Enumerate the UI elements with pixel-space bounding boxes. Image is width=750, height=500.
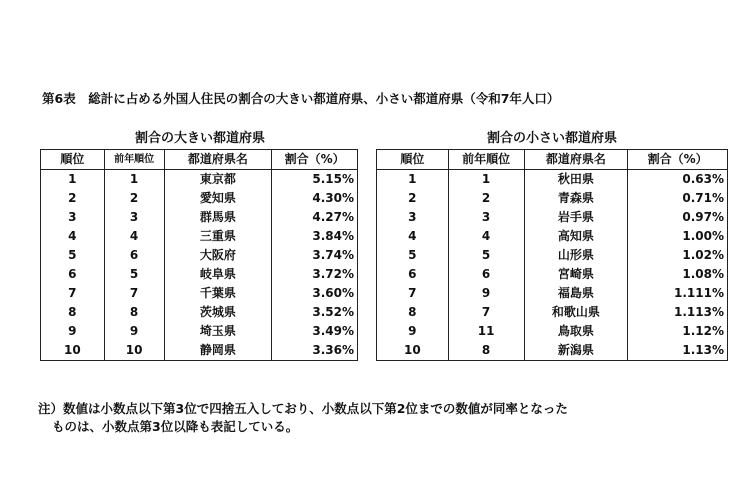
rank-cell: 1 — [41, 170, 105, 190]
rank-cell: 7 — [377, 284, 449, 303]
prefecture-cell: 青森県 — [524, 189, 628, 208]
ratio-cell: 1.08% — [628, 265, 728, 284]
header-rank: 順位 — [377, 150, 449, 170]
rank-cell: 3 — [377, 208, 449, 227]
rank-cell: 3 — [41, 208, 105, 227]
prefecture-cell: 岐阜県 — [164, 265, 272, 284]
prev-rank-cell: 10 — [104, 341, 164, 361]
ratio-cell: 1.113% — [628, 303, 728, 322]
prefecture-cell: 茨城県 — [164, 303, 272, 322]
prev-rank-cell: 6 — [448, 265, 524, 284]
rank-cell: 5 — [377, 246, 449, 265]
ratio-cell: 3.60% — [272, 284, 358, 303]
prev-rank-cell: 3 — [448, 208, 524, 227]
ratio-cell: 0.71% — [628, 189, 728, 208]
ratio-cell: 5.15% — [272, 170, 358, 190]
footnote-line-2: ものは、小数点第3位以降も表記している。 — [52, 419, 299, 434]
table-row — [377, 265, 728, 284]
prev-rank-cell: 6 — [104, 246, 164, 265]
prefecture-cell: 鳥取県 — [524, 322, 628, 341]
rank-cell: 10 — [41, 341, 105, 361]
ratio-cell: 3.74% — [272, 246, 358, 265]
ratio-cell: 1.00% — [628, 227, 728, 246]
prev-rank-cell: 8 — [448, 341, 524, 361]
small-table-caption: 割合の小さい都道府県 — [486, 131, 617, 146]
prefecture-cell: 高知県 — [524, 227, 628, 246]
prefecture-cell: 群馬県 — [164, 208, 272, 227]
rank-cell: 4 — [41, 227, 105, 246]
table-row — [41, 227, 358, 246]
ratio-cell: 0.97% — [628, 208, 728, 227]
ratio-cell: 3.72% — [272, 265, 358, 284]
rank-cell: 9 — [377, 322, 449, 341]
ratio-cell: 1.02% — [628, 246, 728, 265]
table-row — [41, 246, 358, 265]
prefecture-cell: 愛知県 — [164, 189, 272, 208]
table-row — [41, 341, 358, 361]
prev-rank-cell: 9 — [104, 322, 164, 341]
ratio-cell: 0.63% — [628, 170, 728, 190]
table-header-row — [41, 150, 358, 170]
header-prefecture: 都道府県名 — [164, 150, 272, 170]
prev-rank-cell: 8 — [104, 303, 164, 322]
prefecture-cell: 宮崎県 — [524, 265, 628, 284]
rank-cell: 8 — [41, 303, 105, 322]
table-row — [377, 189, 728, 208]
prefecture-cell: 岩手県 — [524, 208, 628, 227]
header-prev-rank: 前年順位 — [104, 150, 164, 170]
large-table-caption: 割合の大きい都道府県 — [134, 131, 265, 146]
ratio-cell: 4.27% — [272, 208, 358, 227]
prev-rank-cell: 5 — [104, 265, 164, 284]
table-row — [41, 189, 358, 208]
prev-rank-cell: 2 — [104, 189, 164, 208]
rank-cell: 6 — [41, 265, 105, 284]
rank-cell: 6 — [377, 265, 449, 284]
table-row — [41, 303, 358, 322]
table-row — [377, 170, 728, 190]
large-ratio-table — [40, 149, 358, 361]
table-row — [377, 303, 728, 322]
header-prefecture: 都道府県名 — [524, 150, 628, 170]
prefecture-cell: 大阪府 — [164, 246, 272, 265]
ratio-cell: 1.13% — [628, 341, 728, 361]
rank-cell: 9 — [41, 322, 105, 341]
prev-rank-cell: 11 — [448, 322, 524, 341]
ratio-cell: 3.52% — [272, 303, 358, 322]
small-ratio-table — [376, 149, 728, 361]
rank-cell: 8 — [377, 303, 449, 322]
footnote-line-1: 注）数値は小数点以下第3位で四捨五入しており、小数点以下第2位までの数値が同率となった — [38, 401, 568, 416]
prev-rank-cell: 2 — [448, 189, 524, 208]
table-row — [377, 341, 728, 361]
rank-cell: 5 — [41, 246, 105, 265]
header-rank: 順位 — [41, 150, 105, 170]
prev-rank-cell: 1 — [104, 170, 164, 190]
ratio-cell: 3.84% — [272, 227, 358, 246]
header-prev-rank: 前年順位 — [448, 150, 524, 170]
rank-cell: 1 — [377, 170, 449, 190]
prefecture-cell: 新潟県 — [524, 341, 628, 361]
table-row — [377, 284, 728, 303]
prefecture-cell: 秋田県 — [524, 170, 628, 190]
footnote — [38, 400, 568, 436]
table-row — [41, 170, 358, 190]
table-row — [41, 265, 358, 284]
prefecture-cell: 三重県 — [164, 227, 272, 246]
prefecture-cell: 静岡県 — [164, 341, 272, 361]
prev-rank-cell: 5 — [448, 246, 524, 265]
prefecture-cell: 埼玉県 — [164, 322, 272, 341]
ratio-cell: 1.111% — [628, 284, 728, 303]
prev-rank-cell: 7 — [448, 303, 524, 322]
ratio-cell: 3.36% — [272, 341, 358, 361]
table-row — [41, 284, 358, 303]
prev-rank-cell: 9 — [448, 284, 524, 303]
rank-cell: 10 — [377, 341, 449, 361]
table-row — [377, 227, 728, 246]
prefecture-cell: 福島県 — [524, 284, 628, 303]
rank-cell: 2 — [377, 189, 449, 208]
ratio-cell: 1.12% — [628, 322, 728, 341]
table-row — [377, 322, 728, 341]
ratio-cell: 4.30% — [272, 189, 358, 208]
rank-cell: 7 — [41, 284, 105, 303]
rank-cell: 4 — [377, 227, 449, 246]
document-title: 第6表 総計に占める外国人住民の割合の大きい都道府県、小さい都道府県（令和7年人口） — [42, 91, 560, 106]
table-row — [377, 246, 728, 265]
prefecture-cell: 和歌山県 — [524, 303, 628, 322]
prefecture-cell: 山形県 — [524, 246, 628, 265]
prev-rank-cell: 4 — [448, 227, 524, 246]
ratio-cell: 3.49% — [272, 322, 358, 341]
rank-cell: 2 — [41, 189, 105, 208]
prev-rank-cell: 3 — [104, 208, 164, 227]
table-row — [41, 208, 358, 227]
prefecture-cell: 東京都 — [164, 170, 272, 190]
prev-rank-cell: 4 — [104, 227, 164, 246]
table-row — [41, 322, 358, 341]
table-header-row — [377, 150, 728, 170]
table-row — [377, 208, 728, 227]
prefecture-cell: 千葉県 — [164, 284, 272, 303]
prev-rank-cell: 7 — [104, 284, 164, 303]
header-ratio: 割合（%） — [272, 150, 358, 170]
prev-rank-cell: 1 — [448, 170, 524, 190]
header-ratio: 割合（%） — [628, 150, 728, 170]
